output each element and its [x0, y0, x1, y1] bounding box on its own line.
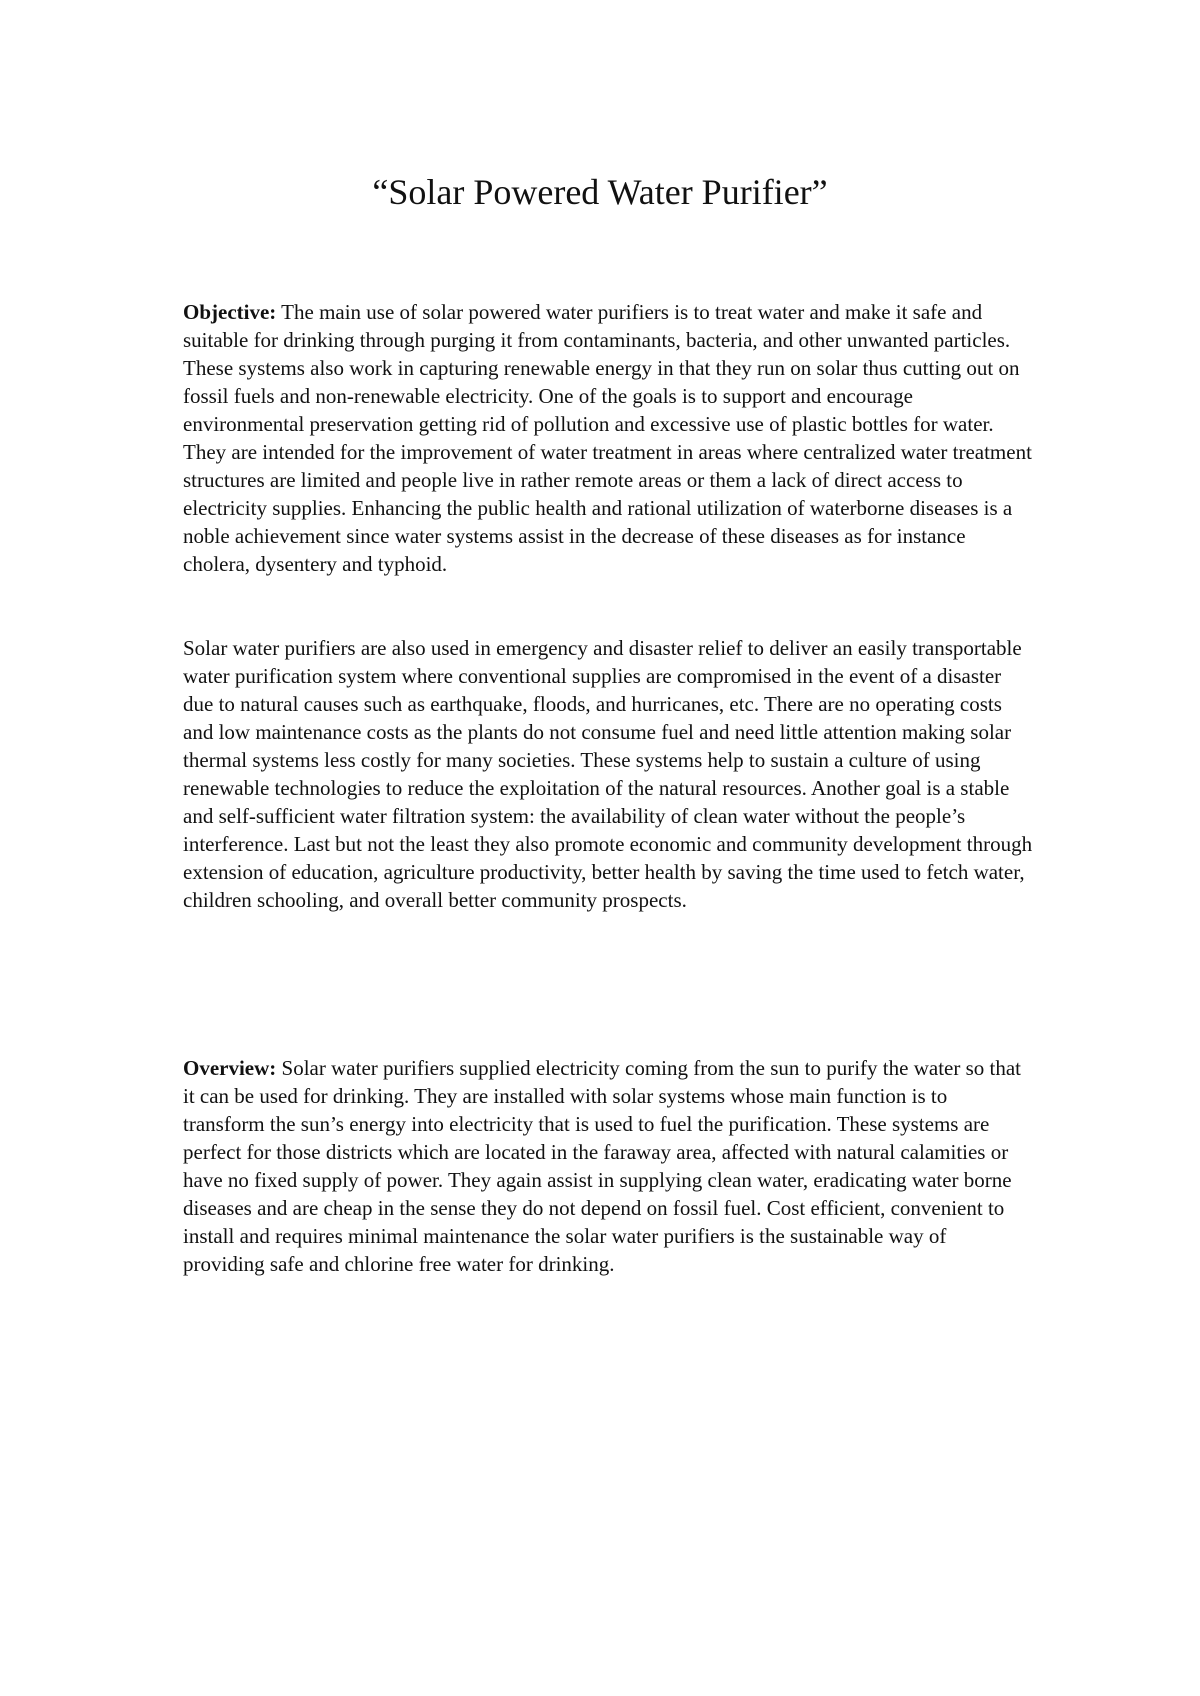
relief-paragraph: Solar water purifiers are also used in emergency and disaster relief to deliver an easily transportable water purification system where conventional supplies are compromised in the event of a disaster due to natural causes such as earthquake, floods, and hurricanes, etc. There are no operating costs and low maintenance costs as the plants do not consume fuel and need little attention making solar thermal systems less costly for many societies. These systems help to sustain a culture of using renewable technologies to reduce the exploitation of the natural resources. Another goal is a stable and self-sufficient water filtration system: the availability of clean water without the people’s interference. Last but not the least they also promote economic and community development through extension of education, agriculture productivity, better health by saving the time used to fetch water, children schooling, and overall better community prospects.	[183, 636, 1033, 912]
objective-text: The main use of solar powered water purifiers is to treat water and make it safe and suitable for drinking through purging it from contaminants, bacteria, and other unwanted particles. These systems also work in capturing renewable energy in that they run on solar thus cutting out on fossil fuels and non-renewable electricity. One of the goals is to support and encourage environmental preservation getting rid of pollution and excessive use of plastic bottles for water. They are intended for the improvement of water treatment in areas where centralized water treatment structures are limited and people live in rather remote areas or them a lack of direct access to electricity supplies. Enhancing the public health and rational utilization of waterborne diseases is a noble achievement since water systems assist in the decrease of these diseases as for instance cholera, dysentery and typhoid.	[183, 300, 1032, 576]
overview-label: Overview:	[183, 1056, 277, 1080]
overview-text: Solar water purifiers supplied electricity coming from the sun to purify the water so that it can be used for drinking. They are installed with solar systems whose main function is to transform the sun’s energy into electricity that is used to fuel the purification. These systems are perfect for those districts which are located in the faraway area, affected with natural calamities or have no fixed supply of power. They again assist in supplying clean water, eradicating water borne diseases and are cheap in the sense they do not depend on fossil fuel. Cost efficient, convenient to install and requires minimal maintenance the solar water purifiers is the sustainable way of providing safe and chlorine free water for drinking.	[183, 1056, 1022, 1276]
overview-paragraph	[183, 1054, 1033, 1278]
objective-label: Objective:	[183, 300, 277, 324]
objective-paragraph	[183, 298, 1033, 578]
document-title: “Solar Powered Water Purifier”	[372, 172, 828, 212]
